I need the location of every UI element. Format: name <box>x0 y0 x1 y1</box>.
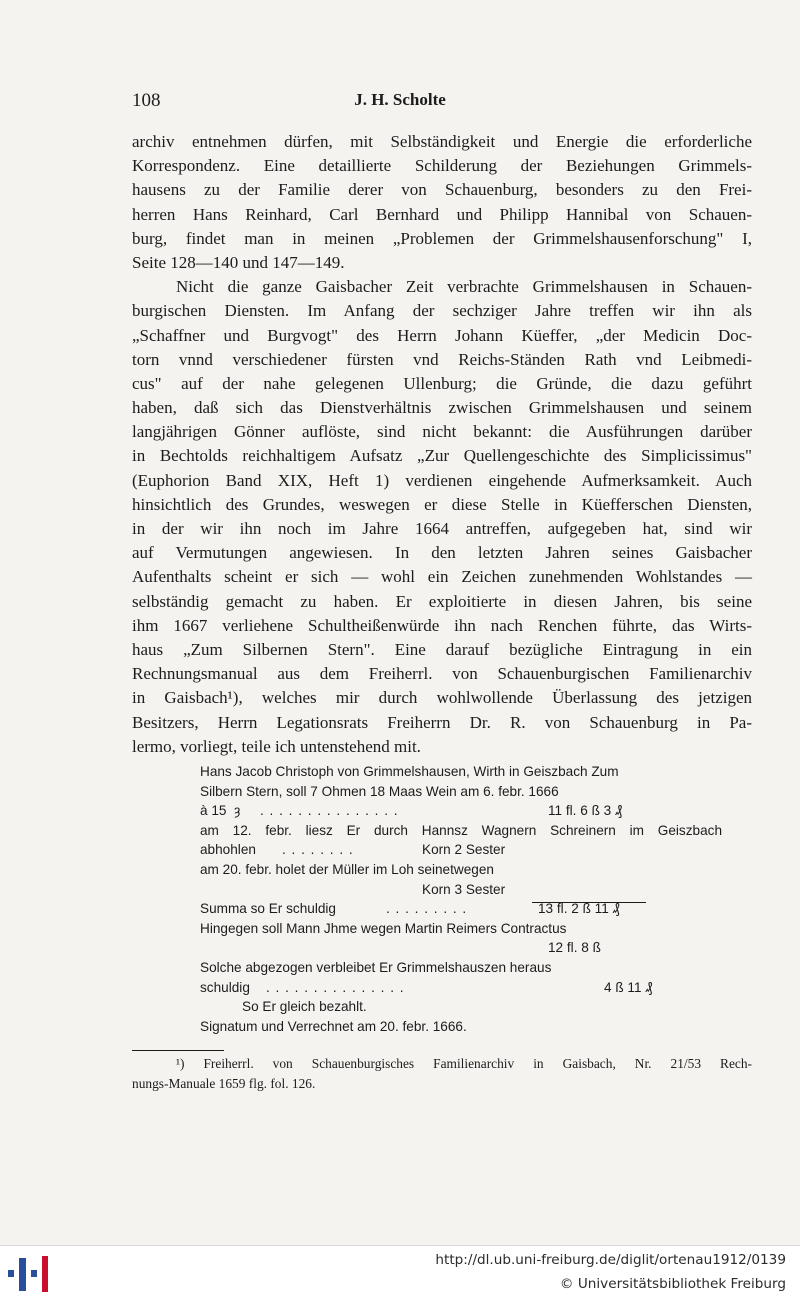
body-line: Aufenthalts scheint er sich — wohl ein Zeichen zunehmenden Wohlstandes — <box>132 567 752 587</box>
page-number: 108 <box>132 90 161 111</box>
body-line: selbständig gemacht zu haben. Er exploitierte in diesen Jahren, bis seine <box>132 591 752 611</box>
entry-label: Summa so Er schuldig <box>200 901 336 917</box>
footnote-rule <box>132 1050 224 1051</box>
body-text <box>132 130 752 759</box>
entry-amount: 12 fl. 8 ß <box>548 940 601 956</box>
body-line: archiv entnehmen dürfen, mit Selbständigkeit und Energie die erforderliche <box>132 132 752 151</box>
entry-label: à 15 <box>200 803 227 819</box>
running-title: J. H. Scholte <box>354 90 446 109</box>
entry-line <box>200 801 722 821</box>
entry-line: Signatum und Verrechnet am 20. febr. 1666. <box>200 1018 467 1034</box>
footnote-line: ¹) Freiherrl. von Schauenburgisches Familienarchiv in Gaisbach, Nr. 21/53 Rech- <box>176 1056 752 1071</box>
entry-line: Silbern Stern, soll 7 Ohmen 18 Maas Wein am 6. febr. 1666 <box>200 783 559 799</box>
entry-line: am 20. febr. holet der Müller im Loh seinetwegen <box>200 861 494 877</box>
body-line: hinsichtlich des Grundes, weswegen er diese Stelle in Küefferschen Diensten, <box>132 494 752 514</box>
entry-label: abhohlen <box>200 842 256 858</box>
entry-line: So Er gleich bezahlt. <box>242 999 367 1015</box>
entry-line <box>200 880 722 900</box>
sum-rule <box>532 902 646 903</box>
entry-line: Hans Jacob Christoph von Grimmelshausen, Wirth in Geiszbach Zum <box>200 764 619 779</box>
body-line: Nicht die ganze Gaisbacher Zeit verbrachte Grimmelshausen in Schauen- <box>176 277 752 297</box>
account-entry <box>200 762 722 1036</box>
entry-line <box>200 840 722 860</box>
body-line: haben, daß sich das Dienstverhältnis zwischen Grimmelshausen und seinem <box>132 398 752 418</box>
body-line: cus" auf der nahe gelegenen Ullenburg; die Gründe, die dazu geführt <box>132 373 752 393</box>
body-line: ihm 1667 verliehene Schultheißenwürde ihn nach Renchen führte, das Wirts- <box>132 615 752 635</box>
entry-amount: 4 ß 11 ₰ <box>604 979 653 995</box>
body-line: Seite 128—140 und 147—149. <box>132 252 345 272</box>
body-line: Besitzers, Herrn Legationsrats Freiherrn Dr. R. von Schauenburg in Pa- <box>132 712 752 732</box>
permalink-url[interactable]: http://dl.ub.uni-freiburg.de/diglit/ortenau1912/0139 <box>435 1252 786 1268</box>
entry-line: am 12. febr. liesz Er durch Hannsz Wagnern Schreinern im Geiszbach <box>200 822 722 838</box>
entry-amount: 11 fl. 6 ß 3 ₰ <box>548 803 623 819</box>
body-line: herren Hans Reinhard, Carl Bernhard und Philipp Hannibal von Schauen- <box>132 204 752 224</box>
body-line: burg, findet man in meinen „Problemen der Grimmelshausenforschung" I, <box>132 228 752 248</box>
body-line: burgischen Diensten. Im Anfang der sechziger Jahre treffen wir ihn als <box>132 301 752 321</box>
footnote <box>132 1054 752 1094</box>
viewer-footer-bar <box>0 1245 800 1303</box>
entry-unit: ȝ <box>234 803 241 819</box>
body-line: in der wir ihn noch im Jahre 1664 antreffen, aufgegeben hat, sind wir <box>132 519 752 538</box>
body-line: in Bechtolds reichhaltigem Aufsatz „Zur Quellengeschichte des Simplicissimus" <box>132 446 752 466</box>
entry-dots: . . . . . . . . . . . . . . . <box>260 803 399 819</box>
entry-label: schuldig <box>200 979 250 995</box>
copyright-notice: © Universitätsbibliothek Freiburg <box>559 1276 786 1292</box>
entry-dots: . . . . . . . . . . . . . . . <box>266 979 405 995</box>
body-line: Rechnungsmanual aus dem Freiherrl. von Schauenburgischen Familienarchiv <box>132 664 752 684</box>
body-line: in Gaisbach¹), welches mir durch wohlwollende Überlassung des jetzigen <box>132 688 752 708</box>
body-line: auf Vermutungen angewiesen. In den letzten Jahren seines Gaisbacher <box>132 543 752 563</box>
body-line: lermo, vorliegt, teile ich untenstehend mit. <box>132 736 421 756</box>
entry-line <box>200 978 722 998</box>
body-line: haus „Zum Silbernen Stern". Eine darauf bezügliche Eintragung in ein <box>132 639 752 659</box>
body-line: (Euphorion Band XIX, Heft 1) verdienen eingehende Aufmerksamkeit. Auch <box>132 470 752 490</box>
body-line: „Schaffner und Burgvogt" des Herrn Johann Küeffer, „der Medicin Doc- <box>132 325 752 345</box>
entry-line: Hingegen soll Mann Jhme wegen Martin Reimers Contractus <box>200 920 567 936</box>
footnote-line: nungs-Manuale 1659 flg. fol. 126. <box>132 1076 316 1091</box>
body-line: Korrespondenz. Eine detaillierte Schilderung der Beziehungen Grimmels- <box>132 156 752 176</box>
body-line: torn vnnd verschiedener fürsten vnd Reichs-Ständen Rath vnd Leibmedi- <box>132 349 752 369</box>
entry-amount: Korn 2 Sester <box>422 842 506 858</box>
entry-dots: . . . . . . . . . <box>386 901 468 917</box>
entry-dots: . . . . . . . . <box>282 842 354 858</box>
entry-amount: 13 fl. 2 ß 11 ₰ <box>538 901 620 917</box>
entry-line: Solche abgezogen verbleibet Er Grimmelshauszen heraus <box>200 959 552 975</box>
entry-amount: Korn 3 Sester <box>422 881 506 897</box>
entry-line <box>200 938 722 958</box>
ub-freiburg-logo-icon <box>6 1254 52 1294</box>
body-line: langjährigen Gönner auflöste, sind nicht bekannt: die Ausführungen darüber <box>132 422 752 442</box>
body-line: hausens zu der Familie derer von Schauenburg, besonders zu den Frei- <box>132 180 752 200</box>
